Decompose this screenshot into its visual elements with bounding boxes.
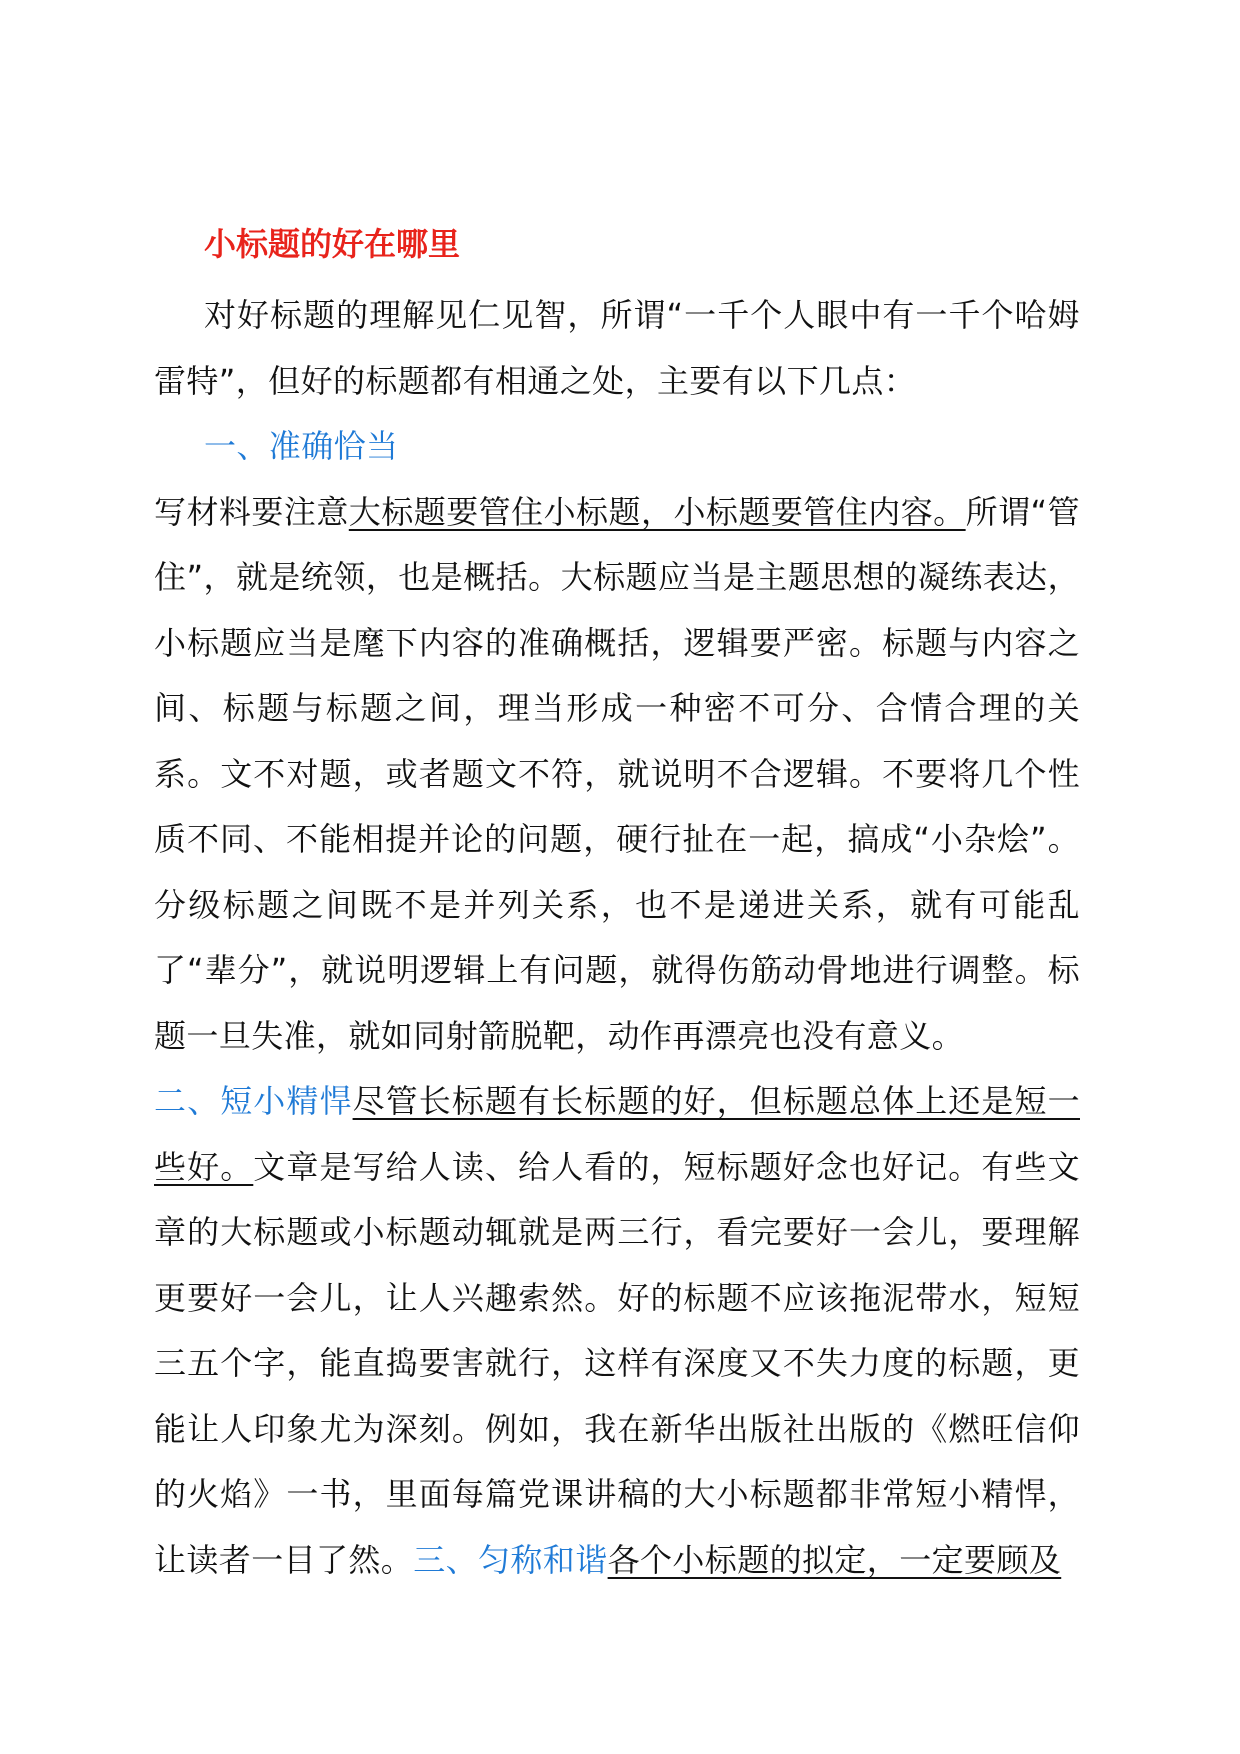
section2-paragraph — [154, 1069, 1080, 1593]
section1-paragraph — [154, 480, 1080, 1070]
section2-heading: 二、短小精悍 — [154, 1082, 353, 1120]
section1-heading: 一、准确恰当 — [204, 427, 399, 465]
document-body — [154, 283, 1080, 1593]
section1-underlined-text: 大标题要管住小标题，小标题要管住内容。 — [348, 492, 966, 531]
section2-underlined-text: 尽管长标题有长标题的好，但标题总体上还是短一些好。 — [154, 1082, 1080, 1186]
intro-paragraph: 对好标题的理解见仁见智，所谓“一千个人眼中有一千个哈姆雷特”，但好的标题都有相通之处，主要有以下几点： — [154, 296, 1080, 400]
section1-lead: 写材料要注意 — [154, 492, 349, 531]
section1-heading-line — [154, 414, 1080, 480]
section2-body: 文章是写给人读、给人看的，短标题好念也好记。有些文章的大标题或小标题动辄就是两三行，看完要好一会儿，要理解更要好一会儿，让人兴趣索然。好的标题不应该拖泥带水，短短三五个字，能直捣要害就行，这样有深度又不失力度的标题，更能让人印象尤为深刻。例如，我在新华出版社出版的《燃旺信仰的火焰》一书，里面每篇党课讲稿的大小标题都非常短小精悍，让读者一目了然。 — [154, 1147, 1080, 1579]
document-title: 小标题的好在哪里 — [204, 225, 461, 263]
section3-heading: 三、匀称和谐 — [413, 1540, 608, 1579]
section3-underlined-text: 各个小标题的拟定，一定要顾及 — [607, 1540, 1062, 1579]
section1-body: 所谓“管住”，就是统领，也是概括。大标题应当是主题思想的凝练表达，小标题应当是麾下内容的准确概括，逻辑要严密。标题与内容之间、标题与标题之间，理当形成一种密不可分、合情合理的关系。文不对题，或者题文不符，就说明不合逻辑。不要将几个性质不同、不能相提并论的问题，硬行扯在一起，搞成“小杂烩”。分级标题之间既不是并列关系，也不是递进关系，就有可能乱了“辈分”，就说明逻辑上有问题，就得伤筋动骨地进行调整。标题一旦失准，就如同射箭脱靶，动作再漂亮也没有意义。 — [154, 492, 1080, 1055]
